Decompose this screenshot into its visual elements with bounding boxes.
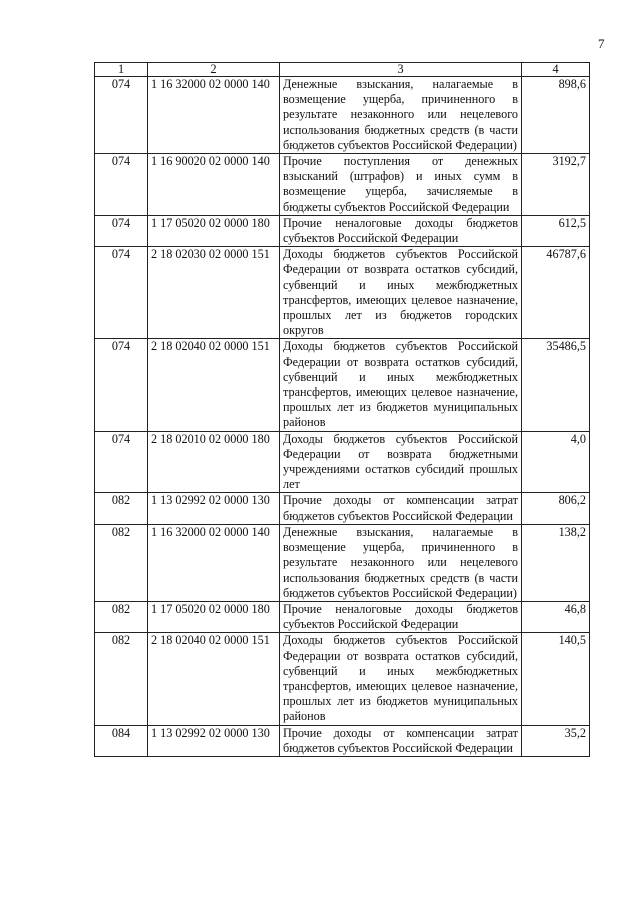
budget-code-cell: 1 16 90020 02 0000 140 xyxy=(148,154,280,216)
column-header: 1 xyxy=(95,63,148,77)
table-row xyxy=(95,633,590,725)
amount-cell: 35486,5 xyxy=(522,339,590,431)
revenue-table xyxy=(94,62,590,757)
admin-code-cell: 074 xyxy=(95,215,148,246)
column-header: 4 xyxy=(522,63,590,77)
table-row xyxy=(95,431,590,493)
table-row xyxy=(95,493,590,524)
budget-code-cell: 1 17 05020 02 0000 180 xyxy=(148,215,280,246)
table-row xyxy=(95,247,590,339)
admin-code-cell: 082 xyxy=(95,524,148,601)
budget-code-cell: 1 16 32000 02 0000 140 xyxy=(148,77,280,154)
amount-cell: 140,5 xyxy=(522,633,590,725)
budget-code-cell: 1 16 32000 02 0000 140 xyxy=(148,524,280,601)
revenue-name-cell: Прочие неналоговые доходы бюджетов субъектов Российской Федерации xyxy=(280,601,522,632)
amount-cell: 806,2 xyxy=(522,493,590,524)
budget-code-cell: 1 17 05020 02 0000 180 xyxy=(148,601,280,632)
table-row xyxy=(95,215,590,246)
revenue-name-cell: Прочие доходы от компенсации затрат бюджетов субъектов Российской Федерации xyxy=(280,493,522,524)
revenue-name-cell: Доходы бюджетов субъектов Российской Федерации от возврата остатков субсидий, субвенций и иных межбюджетных трансфертов, имеющих целевое назначение, прошлых лет из бюджетов городских округов xyxy=(280,247,522,339)
budget-code-cell: 2 18 02030 02 0000 151 xyxy=(148,247,280,339)
table-body xyxy=(95,77,590,757)
table-row xyxy=(95,725,590,756)
table-row xyxy=(95,339,590,431)
amount-cell: 46,8 xyxy=(522,601,590,632)
admin-code-cell: 074 xyxy=(95,339,148,431)
admin-code-cell: 074 xyxy=(95,247,148,339)
column-header: 3 xyxy=(280,63,522,77)
table-row xyxy=(95,154,590,216)
amount-cell: 612,5 xyxy=(522,215,590,246)
revenue-name-cell: Денежные взыскания, налагаемые в возмещение ущерба, причиненного в результате незаконного или нецелевого использования бюджетных средств (в части бюджетов субъектов Российской Федерации) xyxy=(280,77,522,154)
admin-code-cell: 074 xyxy=(95,77,148,154)
amount-cell: 35,2 xyxy=(522,725,590,756)
admin-code-cell: 074 xyxy=(95,431,148,493)
admin-code-cell: 082 xyxy=(95,601,148,632)
budget-code-cell: 2 18 02040 02 0000 151 xyxy=(148,339,280,431)
page-number: 7 xyxy=(598,36,605,51)
amount-cell: 3192,7 xyxy=(522,154,590,216)
amount-cell: 898,6 xyxy=(522,77,590,154)
revenue-name-cell: Прочие доходы от компенсации затрат бюджетов субъектов Российской Федерации xyxy=(280,725,522,756)
budget-code-cell: 1 13 02992 02 0000 130 xyxy=(148,725,280,756)
admin-code-cell: 082 xyxy=(95,493,148,524)
table-row xyxy=(95,77,590,154)
budget-code-cell: 1 13 02992 02 0000 130 xyxy=(148,493,280,524)
revenue-name-cell: Прочие поступления от денежных взысканий (штрафов) и иных сумм в возмещение ущерба, зачисляемые в бюджеты субъектов Российской Федерации xyxy=(280,154,522,216)
budget-code-cell: 2 18 02010 02 0000 180 xyxy=(148,431,280,493)
revenue-name-cell: Денежные взыскания, налагаемые в возмещение ущерба, причиненного в результате незаконного или нецелевого использования бюджетных средств (в части бюджетов субъектов Российской Федерации) xyxy=(280,524,522,601)
amount-cell: 4,0 xyxy=(522,431,590,493)
revenue-name-cell: Прочие неналоговые доходы бюджетов субъектов Российской Федерации xyxy=(280,215,522,246)
table-row xyxy=(95,524,590,601)
amount-cell: 46787,6 xyxy=(522,247,590,339)
table-row xyxy=(95,601,590,632)
admin-code-cell: 084 xyxy=(95,725,148,756)
amount-cell: 138,2 xyxy=(522,524,590,601)
admin-code-cell: 082 xyxy=(95,633,148,725)
revenue-name-cell: Доходы бюджетов субъектов Российской Федерации от возврата остатков субсидий, субвенций и иных межбюджетных трансфертов, имеющих целевое назначение, прошлых лет из бюджетов муниципальных районов xyxy=(280,339,522,431)
column-header: 2 xyxy=(148,63,280,77)
budget-code-cell: 2 18 02040 02 0000 151 xyxy=(148,633,280,725)
table-header-row xyxy=(95,63,590,77)
revenue-name-cell: Доходы бюджетов субъектов Российской Федерации от возврата бюджетными учреждениями остатков субсидий прошлых лет xyxy=(280,431,522,493)
admin-code-cell: 074 xyxy=(95,154,148,216)
revenue-name-cell: Доходы бюджетов субъектов Российской Федерации от возврата остатков субсидий, субвенций и иных межбюджетных трансфертов, имеющих целевое назначение, прошлых лет из бюджетов муниципальных районов xyxy=(280,633,522,725)
